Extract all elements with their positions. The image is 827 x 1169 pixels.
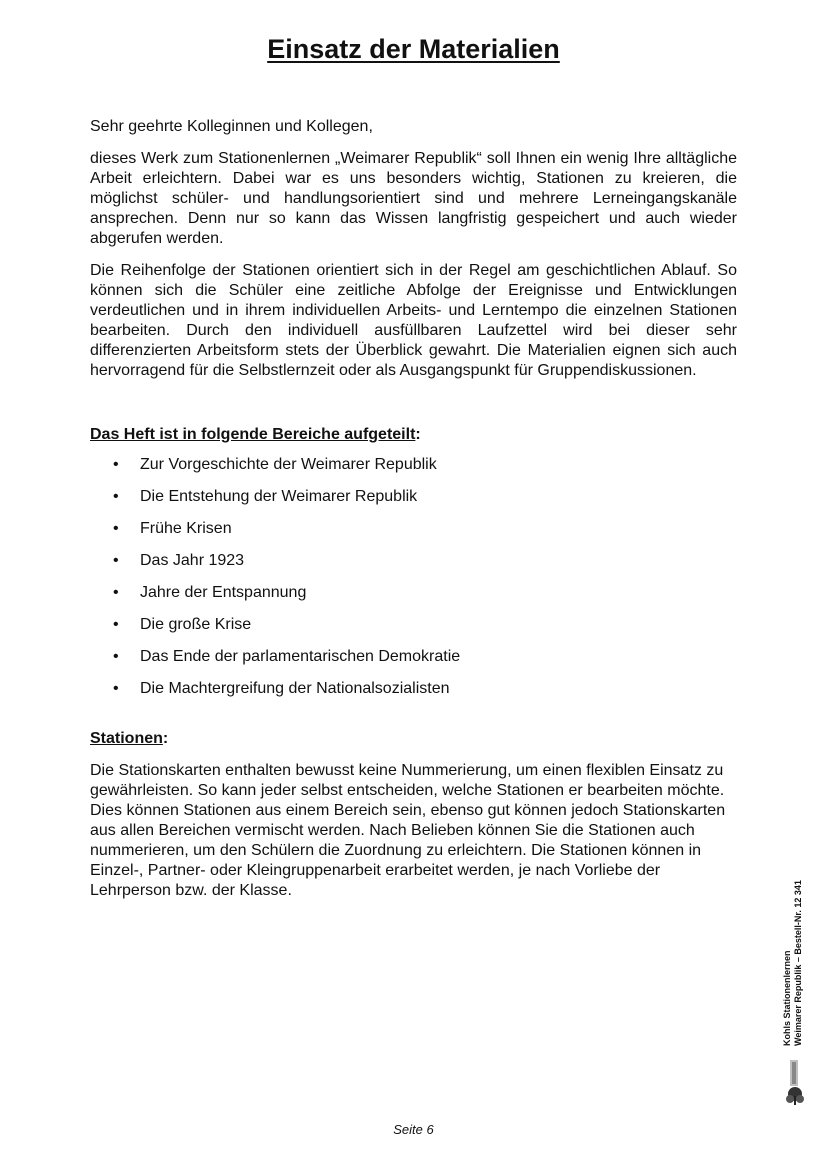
bullet-icon: • bbox=[113, 552, 119, 569]
bullet-icon: • bbox=[113, 520, 119, 537]
bullet-icon: • bbox=[113, 680, 119, 697]
bullet-icon: • bbox=[113, 456, 119, 473]
publisher-imprint: Kohls Stationenlernen Weimarer Republik – Bestell-Nr. 12 341 bbox=[782, 880, 803, 1046]
bullet-icon: • bbox=[113, 584, 119, 601]
topics-list bbox=[90, 455, 737, 711]
sections-heading: Das Heft ist in folgende Bereiche aufgeteilt: bbox=[90, 426, 421, 443]
list-item: • Die große Krise bbox=[113, 616, 252, 633]
bullet-icon: • bbox=[113, 648, 119, 665]
bullet-icon: • bbox=[113, 488, 119, 505]
stations-heading: Stationen: bbox=[90, 730, 169, 747]
list-item: • Das Jahr 1923 bbox=[113, 552, 245, 569]
list-item: • Das Ende der parlamentarischen Demokratie bbox=[113, 648, 461, 665]
list-item: • Die Entstehung der Weimarer Republik bbox=[113, 488, 418, 505]
list-item: • Frühe Krisen bbox=[113, 520, 232, 537]
bullet-icon: • bbox=[113, 616, 119, 633]
publisher-logo-icon bbox=[784, 1056, 806, 1106]
list-item: • Zur Vorgeschichte der Weimarer Republik bbox=[113, 456, 437, 473]
page-number: Seite 6 bbox=[393, 1122, 434, 1137]
publisher-side-note bbox=[782, 846, 822, 1106]
list-item: • Jahre der Entspannung bbox=[113, 584, 307, 601]
main-content bbox=[90, 117, 737, 901]
list-item: • Die Machtergreifung der Nationalsozialisten bbox=[113, 680, 450, 697]
stations-paragraph: Die Stationskarten enthalten bewusst keine Nummerierung, um einen flexiblen Einsatz zu gewährleisten. So kann jeder selbst entscheiden, welche Stationen er bearbeiten möchte. Dies können Stationen aus einem Bereich sein, ebenso gut können jedoch Stationskarten aus allen Bereichen vermischt werden. Nach Belieben können Sie die Stationen auch nummerieren, um den Schülern die Zuordnung zu erleichtern. Die Stationen können in Einzel-, Partner- oder Kleingruppenarbeit erarbeitet werden, je nach Vorliebe der Lehrperson bzw. der Klasse. bbox=[90, 762, 726, 899]
intro-paragraph: dieses Werk zum Stationenlernen „Weimarer Republik“ soll Ihnen ein wenig Ihre alltägliche Arbeit erleichtern. Dabei war es uns besonders wichtig, Stationen zu kreieren, die möglichst schüler- und handlungsorientiert sind und mehrere Lerneingangskanäle ansprechen. Denn nur so kann das Wissen langfristig gespeichert und auch wieder abgerufen werden. bbox=[90, 150, 737, 247]
order-paragraph: Die Reihenfolge der Stationen orientiert sich in der Regel am geschichtlichen Ablauf. So können sich die Schüler eine zeitliche Abfolge der Ereignisse und Entwicklungen verdeutlichen und in ihrem individuellen Arbeits- und Lerntempo die einzelnen Stationen bearbeiten. Durch den individuell ausfüllbaren Laufzettel wird bei dieser sehr differenzierten Arbeitsform stets der Überblick gewahrt. Die Materialien eignen sich auch hervorragend für die Selbstlernzeit oder als Ausgangspunkt für Gruppendiskussionen. bbox=[90, 262, 737, 379]
page-title: Einsatz der Materialien bbox=[267, 34, 560, 64]
greeting: Sehr geehrte Kolleginnen und Kollegen, bbox=[90, 118, 373, 135]
